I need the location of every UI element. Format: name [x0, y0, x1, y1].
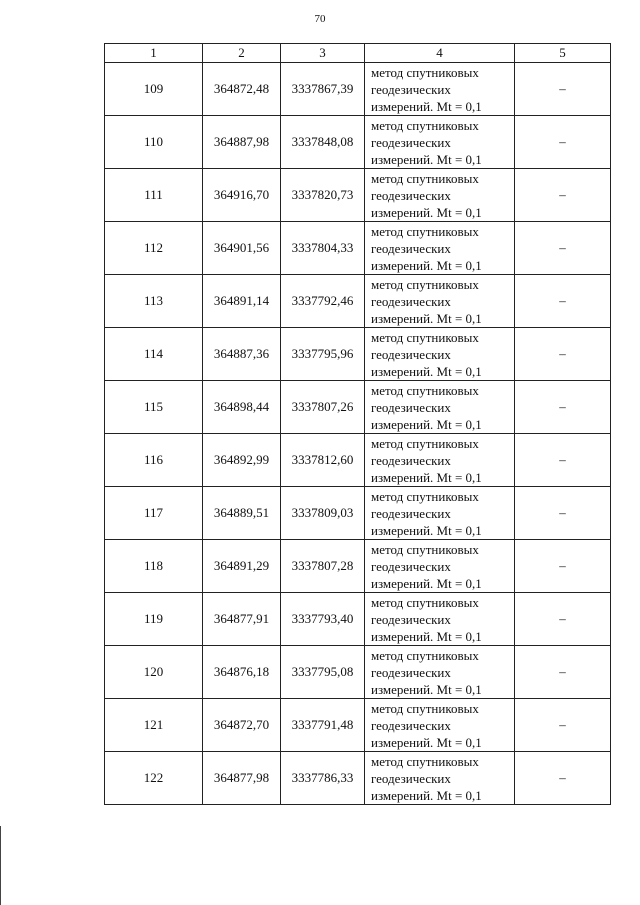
method-text-line: геодезических: [371, 187, 451, 203]
margin-mark: [0, 826, 5, 905]
point-number-cell: 121: [105, 699, 203, 752]
method-text-line: метод спутниковых: [371, 541, 479, 557]
method-text-line: метод спутниковых: [371, 594, 479, 610]
point-number-cell: 122: [105, 752, 203, 805]
table-body: [105, 63, 611, 805]
table-row: [105, 116, 611, 169]
note-cell: –: [515, 699, 611, 752]
header-cell-4: 4: [365, 44, 515, 63]
method-text-line: метод спутниковых: [371, 435, 479, 451]
note-cell: –: [515, 540, 611, 593]
y-coordinate-cell: 3337867,39: [281, 63, 365, 116]
coordinates-table: [104, 43, 611, 805]
header-cell-3: 3: [281, 44, 365, 63]
method-text-line: измерений. Mt = 0,1: [371, 469, 482, 485]
y-coordinate-cell: 3337791,48: [281, 699, 365, 752]
method-text-line: метод спутниковых: [371, 64, 479, 80]
method-cell: [365, 646, 515, 699]
point-number-cell: 116: [105, 434, 203, 487]
method-text-line: измерений. Mt = 0,1: [371, 575, 482, 591]
x-coordinate-cell: 364872,48: [203, 63, 281, 116]
point-number-cell: 117: [105, 487, 203, 540]
table-row: [105, 222, 611, 275]
method-text-line: измерений. Mt = 0,1: [371, 151, 482, 167]
header-cell-5: 5: [515, 44, 611, 63]
table-row: [105, 752, 611, 805]
note-cell: –: [515, 593, 611, 646]
method-text-line: измерений. Mt = 0,1: [371, 257, 482, 273]
y-coordinate-cell: 3337809,03: [281, 487, 365, 540]
method-text-line: геодезических: [371, 505, 451, 521]
table-row: [105, 593, 611, 646]
x-coordinate-cell: 364887,98: [203, 116, 281, 169]
note-cell: –: [515, 752, 611, 805]
point-number-cell: 113: [105, 275, 203, 328]
table-row: [105, 699, 611, 752]
x-coordinate-cell: 364877,98: [203, 752, 281, 805]
x-coordinate-cell: 364898,44: [203, 381, 281, 434]
table-row: [105, 434, 611, 487]
y-coordinate-cell: 3337795,08: [281, 646, 365, 699]
method-text-line: геодезических: [371, 664, 451, 680]
table-row: [105, 169, 611, 222]
method-text-line: геодезических: [371, 770, 451, 786]
method-text-line: измерений. Mt = 0,1: [371, 522, 482, 538]
method-text-line: метод спутниковых: [371, 329, 479, 345]
x-coordinate-cell: 364891,29: [203, 540, 281, 593]
method-text-line: измерений. Mt = 0,1: [371, 204, 482, 220]
point-number-cell: 109: [105, 63, 203, 116]
y-coordinate-cell: 3337795,96: [281, 328, 365, 381]
method-text-line: измерений. Mt = 0,1: [371, 98, 482, 114]
note-cell: –: [515, 63, 611, 116]
method-text-line: геодезических: [371, 717, 451, 733]
note-cell: –: [515, 169, 611, 222]
method-text-line: геодезических: [371, 346, 451, 362]
x-coordinate-cell: 364891,14: [203, 275, 281, 328]
note-cell: –: [515, 487, 611, 540]
method-text-line: геодезических: [371, 399, 451, 415]
point-number-cell: 114: [105, 328, 203, 381]
method-cell: [365, 222, 515, 275]
method-cell: [365, 328, 515, 381]
method-text-line: измерений. Mt = 0,1: [371, 681, 482, 697]
y-coordinate-cell: 3337820,73: [281, 169, 365, 222]
x-coordinate-cell: 364901,56: [203, 222, 281, 275]
y-coordinate-cell: 3337793,40: [281, 593, 365, 646]
x-coordinate-cell: 364877,91: [203, 593, 281, 646]
note-cell: –: [515, 646, 611, 699]
y-coordinate-cell: 3337804,33: [281, 222, 365, 275]
point-number-cell: 118: [105, 540, 203, 593]
x-coordinate-cell: 364889,51: [203, 487, 281, 540]
method-text-line: метод спутниковых: [371, 488, 479, 504]
method-text-line: метод спутниковых: [371, 276, 479, 292]
y-coordinate-cell: 3337792,46: [281, 275, 365, 328]
y-coordinate-cell: 3337807,28: [281, 540, 365, 593]
method-cell: [365, 699, 515, 752]
header-cell-2: 2: [203, 44, 281, 63]
method-text-line: геодезических: [371, 293, 451, 309]
x-coordinate-cell: 364872,70: [203, 699, 281, 752]
method-cell: [365, 275, 515, 328]
method-cell: [365, 593, 515, 646]
table-row: [105, 540, 611, 593]
method-text-line: метод спутниковых: [371, 753, 479, 769]
x-coordinate-cell: 364892,99: [203, 434, 281, 487]
note-cell: –: [515, 328, 611, 381]
method-text-line: метод спутниковых: [371, 647, 479, 663]
method-text-line: измерений. Mt = 0,1: [371, 734, 482, 750]
point-number-cell: 115: [105, 381, 203, 434]
method-text-line: геодезических: [371, 611, 451, 627]
x-coordinate-cell: 364916,70: [203, 169, 281, 222]
method-text-line: метод спутниковых: [371, 223, 479, 239]
method-text-line: измерений. Mt = 0,1: [371, 310, 482, 326]
point-number-cell: 120: [105, 646, 203, 699]
table-header: [105, 44, 611, 63]
point-number-cell: 112: [105, 222, 203, 275]
table-row: [105, 381, 611, 434]
method-cell: [365, 381, 515, 434]
method-text-line: метод спутниковых: [371, 117, 479, 133]
note-cell: –: [515, 434, 611, 487]
method-text-line: измерений. Mt = 0,1: [371, 363, 482, 379]
y-coordinate-cell: 3337812,60: [281, 434, 365, 487]
note-cell: –: [515, 222, 611, 275]
x-coordinate-cell: 364876,18: [203, 646, 281, 699]
method-cell: [365, 752, 515, 805]
note-cell: –: [515, 381, 611, 434]
method-text-line: геодезических: [371, 240, 451, 256]
table-row: [105, 275, 611, 328]
method-text-line: геодезических: [371, 134, 451, 150]
table-row: [105, 63, 611, 116]
method-cell: [365, 63, 515, 116]
method-text-line: геодезических: [371, 452, 451, 468]
method-cell: [365, 540, 515, 593]
method-cell: [365, 487, 515, 540]
method-cell: [365, 116, 515, 169]
point-number-cell: 119: [105, 593, 203, 646]
method-text-line: измерений. Mt = 0,1: [371, 787, 482, 803]
header-row: [105, 44, 611, 63]
method-cell: [365, 434, 515, 487]
method-text-line: геодезических: [371, 81, 451, 97]
y-coordinate-cell: 3337807,26: [281, 381, 365, 434]
method-cell: [365, 169, 515, 222]
note-cell: –: [515, 275, 611, 328]
method-text-line: измерений. Mt = 0,1: [371, 628, 482, 644]
x-coordinate-cell: 364887,36: [203, 328, 281, 381]
point-number-cell: 110: [105, 116, 203, 169]
table-row: [105, 646, 611, 699]
point-number-cell: 111: [105, 169, 203, 222]
method-text-line: метод спутниковых: [371, 170, 479, 186]
method-text-line: метод спутниковых: [371, 382, 479, 398]
table-row: [105, 328, 611, 381]
method-text-line: геодезических: [371, 558, 451, 574]
method-text-line: метод спутниковых: [371, 700, 479, 716]
note-cell: –: [515, 116, 611, 169]
y-coordinate-cell: 3337786,33: [281, 752, 365, 805]
table-row: [105, 487, 611, 540]
header-cell-1: 1: [105, 44, 203, 63]
y-coordinate-cell: 3337848,08: [281, 116, 365, 169]
method-text-line: измерений. Mt = 0,1: [371, 416, 482, 432]
page-number: 70: [314, 13, 326, 25]
